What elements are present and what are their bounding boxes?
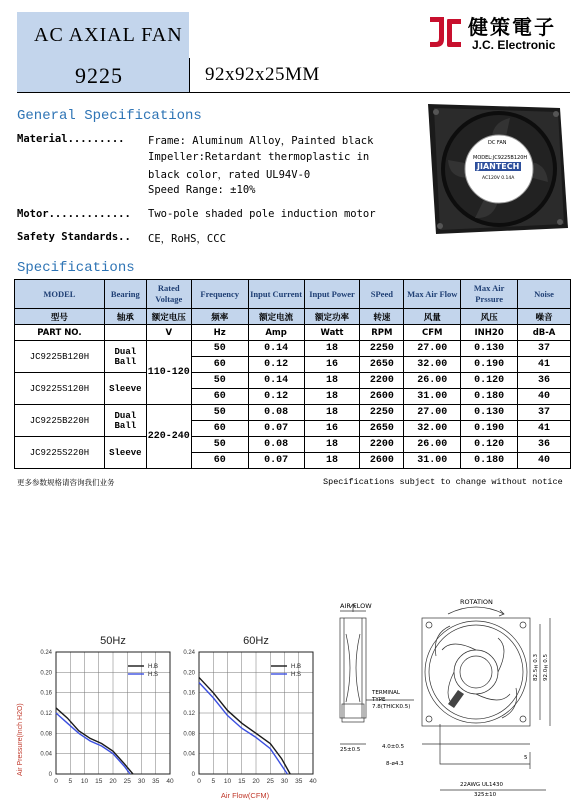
legend-label: H.B	[148, 664, 159, 670]
x-tick-label: 40	[309, 778, 317, 785]
current-cell: 0.12	[248, 357, 304, 373]
pressure-cell: 0.120	[461, 437, 518, 453]
cn-col: 风压	[461, 309, 518, 325]
x-axis-label: Air Flow(CFM)	[220, 791, 270, 800]
cn-header-row	[15, 309, 571, 325]
current-cell: 0.08	[248, 405, 304, 421]
col-speed: SPeed	[360, 280, 404, 309]
rpm-cell: 2600	[360, 389, 404, 405]
terminal-spec: 7.8(THICK0.5)	[372, 704, 411, 710]
x-tick-label: 0	[197, 778, 201, 785]
power-cell: 16	[304, 421, 360, 437]
current-cell: 0.12	[248, 389, 304, 405]
specs-title: Specifications	[17, 260, 135, 276]
rpm-cell: 2650	[360, 421, 404, 437]
x-tick-label: 30	[280, 778, 289, 785]
current-cell: 0.07	[248, 453, 304, 469]
chart-title: 60Hz	[243, 635, 269, 647]
bearing-cell: Sleeve	[104, 373, 146, 405]
x-tick-label: 25	[266, 778, 274, 785]
y-tick-label: 0.20	[183, 670, 195, 677]
legend-label: H.S	[148, 672, 159, 678]
rpm-cell: 2250	[360, 341, 404, 357]
rpm-cell: 2650	[360, 357, 404, 373]
rpm-cell: 2200	[360, 437, 404, 453]
cn-col: 额定电流	[248, 309, 304, 325]
x-tick-label: 25	[123, 778, 131, 785]
unit-cell: V	[146, 325, 191, 341]
material-line-1: Frame: Aluminum Alloy，Painted black	[148, 135, 374, 147]
series-line-hb	[199, 677, 290, 774]
fan-label-brand: JIANTECH	[477, 162, 520, 171]
model-cell: JC9225B120H	[15, 341, 105, 373]
airflow-cell: 26.00	[404, 437, 461, 453]
col-power: Input Power	[304, 280, 360, 309]
col-voltage: Rated Voltage	[146, 280, 191, 309]
noise-cell: 40	[518, 453, 571, 469]
current-cell: 0.07	[248, 421, 304, 437]
dim-wire-strip: 5	[524, 755, 528, 761]
units-row	[15, 325, 571, 341]
drawing-lines	[330, 594, 575, 806]
unit-cell: dB-A	[518, 325, 571, 341]
airflow-cell: 31.00	[404, 453, 461, 469]
rpm-cell: 2600	[360, 453, 404, 469]
hz-cell: 60	[191, 421, 248, 437]
y-tick-label: 0.12	[183, 711, 195, 717]
terminal-type: TYPE	[372, 697, 386, 703]
y-tick-label: 0.12	[40, 711, 52, 717]
logo-chinese: 健策電子	[468, 15, 556, 39]
pressure-cell: 0.130	[461, 341, 518, 357]
airflow-cell: 32.00	[404, 357, 461, 373]
bearing-cell: Dual Ball	[104, 405, 146, 437]
y-tick-label: 0.08	[40, 731, 52, 738]
wire-spec: 22AWG UL1430	[460, 782, 503, 788]
airflow-cell: 27.00	[404, 341, 461, 357]
col-noise: Noise	[518, 280, 571, 309]
power-cell: 18	[304, 373, 360, 389]
airflow-cell: 32.00	[404, 421, 461, 437]
table-row	[15, 341, 571, 357]
dim-thickness: 25±0.5	[340, 747, 361, 753]
hz-cell: 60	[191, 357, 248, 373]
fan-label-model: MODEL:JC9225B120H	[473, 155, 528, 161]
note-english: Specifications subject to change without notice	[323, 477, 563, 487]
bearing-cell: Sleeve	[104, 437, 146, 469]
dim-frame: 92.0±0.5	[543, 654, 549, 681]
header-rule	[17, 92, 570, 93]
y-tick-label: 0	[48, 772, 52, 778]
current-cell: 0.14	[248, 341, 304, 357]
unit-cell: Hz	[191, 325, 248, 341]
unit-cell: CFM	[404, 325, 461, 341]
x-tick-label: 5	[68, 778, 73, 785]
current-cell: 0.08	[248, 437, 304, 453]
general-title: General Specifications	[17, 108, 202, 124]
material-line-2: Impeller:Retardant thermoplastic in	[148, 151, 370, 163]
col-pressure: Max Air Prssure	[461, 280, 518, 309]
unit-cell	[104, 325, 146, 341]
y-tick-label: 0.08	[183, 731, 195, 738]
cn-col: 额定功率	[304, 309, 360, 325]
chart-title: 50Hz	[100, 635, 126, 647]
y-axis-label: Air Pressure(Inch H2O)	[17, 703, 24, 776]
cn-col: 转速	[360, 309, 404, 325]
cn-col: 轴承	[104, 309, 146, 325]
pressure-cell: 0.190	[461, 357, 518, 373]
jc-logo-icon	[428, 13, 462, 51]
mechanical-drawing	[330, 594, 575, 806]
col-airflow: Max Air Flow	[404, 280, 461, 309]
col-model: MODEL	[15, 280, 105, 309]
airflow-cell: 26.00	[404, 373, 461, 389]
power-cell: 18	[304, 453, 360, 469]
table-row	[15, 373, 571, 389]
terminal-label: TERMINAL	[372, 690, 400, 696]
x-tick-label: 35	[295, 778, 303, 785]
wire-length: 325±10	[474, 792, 497, 798]
model-cell: JC9225B220H	[15, 405, 105, 437]
model-cell: JC9225S220H	[15, 437, 105, 469]
note-chinese: 更多参数规格请咨询我们业务	[17, 478, 115, 487]
air-flow-label: AIR FLOW	[340, 602, 372, 610]
power-cell: 18	[304, 341, 360, 357]
legend-label: H.S	[291, 672, 302, 678]
cn-col: 型号	[15, 309, 105, 325]
motor-label: Motor.............	[17, 208, 131, 220]
pressure-cell: 0.180	[461, 453, 518, 469]
voltage-cell: 220-240	[146, 405, 191, 469]
power-cell: 18	[304, 437, 360, 453]
unit-cell: Amp	[248, 325, 304, 341]
safety-value: CE，RoHS，CCC	[148, 233, 226, 245]
unit-cell: INH20	[461, 325, 518, 341]
noise-cell: 36	[518, 373, 571, 389]
header-row	[15, 280, 571, 309]
hz-cell: 50	[191, 341, 248, 357]
airflow-cell: 31.00	[404, 389, 461, 405]
x-tick-label: 10	[80, 778, 89, 785]
cn-col: 频率	[191, 309, 248, 325]
col-frequency: Frequency	[191, 280, 248, 309]
x-tick-label: 15	[95, 778, 103, 785]
col-bearing: Bearing	[104, 280, 146, 309]
header-vrule	[189, 58, 190, 92]
y-tick-label: 0.04	[40, 751, 52, 758]
pressure-cell: 0.180	[461, 389, 518, 405]
y-tick-label: 0.04	[183, 751, 195, 758]
safety-label: Safety Standards..	[17, 231, 131, 243]
noise-cell: 40	[518, 389, 571, 405]
fan-photo	[420, 100, 570, 238]
unit-cell: RPM	[360, 325, 404, 341]
x-tick-label: 40	[166, 778, 174, 785]
x-tick-label: 20	[252, 778, 260, 785]
rpm-cell: 2200	[360, 373, 404, 389]
noise-cell: 37	[518, 341, 571, 357]
hz-cell: 60	[191, 389, 248, 405]
hz-cell: 50	[191, 405, 248, 421]
x-tick-label: 0	[54, 778, 58, 785]
product-type: AC AXIAL FAN	[34, 24, 183, 46]
x-tick-label: 35	[152, 778, 160, 785]
pressure-cell: 0.190	[461, 421, 518, 437]
noise-cell: 41	[518, 421, 571, 437]
fan-label-rating: AC120V 0.14A	[482, 176, 515, 181]
rotation-label: ROTATION	[460, 598, 493, 606]
pq-curves	[0, 626, 330, 806]
unit-cell: Watt	[304, 325, 360, 341]
legend-label: H.B	[291, 664, 302, 670]
cn-col: 噪音	[518, 309, 571, 325]
unit-cell: PART NO.	[15, 325, 105, 341]
dim-terminal: 4.0±0.5	[382, 744, 405, 750]
y-tick-label: 0.24	[40, 650, 52, 656]
power-cell: 18	[304, 405, 360, 421]
pressure-cell: 0.120	[461, 373, 518, 389]
x-tick-label: 15	[238, 778, 246, 785]
motor-value: Two-pole shaded pole induction motor	[148, 208, 376, 220]
x-tick-label: 20	[109, 778, 117, 785]
y-tick-label: 0.20	[40, 670, 52, 677]
power-cell: 16	[304, 357, 360, 373]
cn-col: 风量	[404, 309, 461, 325]
spec-table	[14, 279, 571, 469]
noise-cell: 36	[518, 437, 571, 453]
cn-col: 额定电压	[146, 309, 191, 325]
x-tick-label: 10	[223, 778, 232, 785]
table-row	[15, 437, 571, 453]
series-line-hs	[56, 713, 130, 774]
y-tick-label: 0.16	[183, 690, 195, 697]
bearing-cell: Dual Ball	[104, 341, 146, 373]
fan-label-top: DC FAN	[488, 140, 507, 146]
x-tick-label: 5	[211, 778, 216, 785]
x-tick-label: 30	[137, 778, 146, 785]
noise-cell: 41	[518, 357, 571, 373]
material-line-4: Speed Range: ±10%	[148, 184, 256, 196]
voltage-cell: 110-120	[146, 341, 191, 405]
noise-cell: 37	[518, 405, 571, 421]
series-line-hs	[199, 683, 287, 775]
y-tick-label: 0.24	[183, 650, 195, 656]
hz-cell: 50	[191, 373, 248, 389]
company-logo	[428, 11, 574, 55]
dimensions: 92x92x25MM	[205, 64, 320, 85]
y-tick-label: 0	[191, 772, 195, 778]
material-line-3: black color，rated UL94V-0	[148, 169, 311, 181]
pressure-cell: 0.130	[461, 405, 518, 421]
rpm-cell: 2250	[360, 405, 404, 421]
y-tick-label: 0.16	[40, 690, 52, 697]
logo-english: J.C. Electronic	[472, 38, 556, 52]
spec-body	[15, 341, 571, 469]
table-row	[15, 405, 571, 421]
material-label: Material.........	[17, 133, 125, 145]
hz-cell: 50	[191, 437, 248, 453]
hz-cell: 60	[191, 453, 248, 469]
dim-holes: 8-ø4.3	[386, 761, 404, 767]
power-cell: 18	[304, 389, 360, 405]
series-line-hb	[56, 708, 133, 774]
model-series: 9225	[75, 63, 123, 88]
airflow-cell: 27.00	[404, 405, 461, 421]
col-current: Input Current	[248, 280, 304, 309]
dim-hole-spacing: 82.5±0.3	[533, 654, 539, 681]
current-cell: 0.14	[248, 373, 304, 389]
model-cell: JC9225S120H	[15, 373, 105, 405]
